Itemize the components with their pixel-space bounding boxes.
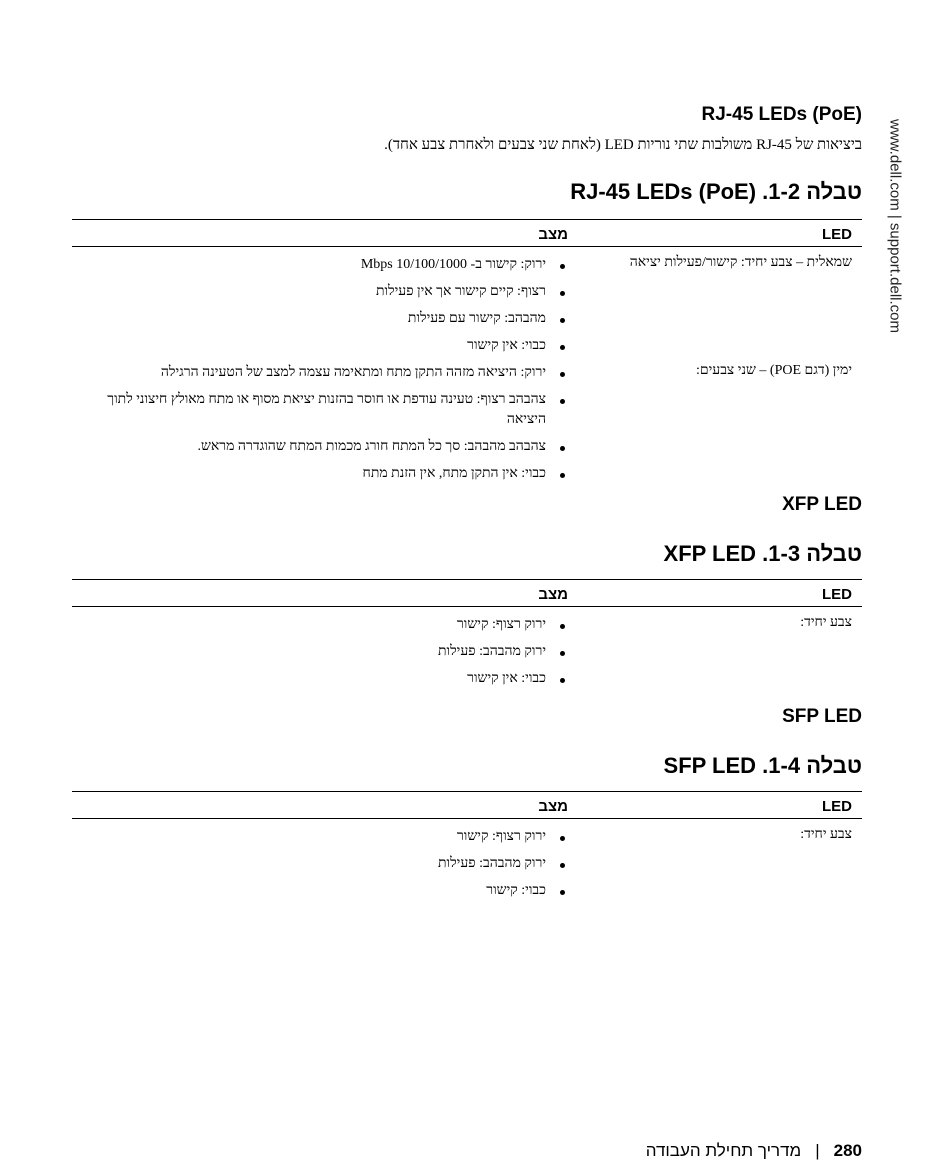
rj45-table-header [72, 219, 862, 247]
rj45-table-title: טבלה 1-2. RJ-45 LEDs (PoE) [570, 179, 862, 204]
list-item: כבוי: אין קישור [72, 669, 568, 689]
state-list [72, 615, 568, 689]
list-item: ירוק רצוף: קישור [72, 827, 568, 847]
table-row [72, 255, 862, 356]
rj45-intro: ביציאות של RJ-45 משולבות שתי נוריות LED (לאחת שני צבעים ולאחרת צבע אחד). [384, 137, 862, 153]
page-footer [646, 1141, 862, 1161]
list-item: כבוי: קישור [72, 881, 568, 901]
rj45-col-state: מצב [538, 226, 568, 243]
page-number: 280 [833, 1141, 862, 1160]
led-cell: ימין (דגם POE) – שני צבעים: [695, 363, 852, 378]
xfp-table [72, 579, 862, 696]
led-cell: צבע יחיד: [800, 827, 852, 842]
list-item: ירוק מהבהב: פעילות [72, 642, 568, 662]
state-list [72, 255, 568, 356]
xfp-table-header [72, 579, 862, 607]
list-item: כבוי: אין קישור [72, 336, 568, 356]
list-item: מהבהב: קישור עם פעילות [72, 309, 568, 329]
rj45-heading: RJ-45 LEDs (PoE) [701, 104, 862, 125]
table-row [72, 827, 862, 901]
xfp-col-led: LED [822, 586, 852, 603]
rj45-table [72, 219, 862, 491]
xfp-table-title: טבלה 1-3. XFP LED [663, 541, 862, 566]
footer-title: מדריך תחילת העבודה [645, 1141, 802, 1160]
xfp-heading: XFP LED [782, 494, 862, 515]
sfp-col-led: LED [822, 798, 852, 815]
sfp-col-state: מצב [538, 798, 568, 815]
table-row [72, 363, 862, 484]
sfp-heading: SFP LED [782, 706, 862, 727]
list-item: ירוק רצוף: קישור [72, 615, 568, 635]
list-item: ירוק: קישור ב- 10/100/1000 Mbps [72, 255, 568, 275]
state-list [72, 363, 568, 484]
list-item: צהבהב רצוף: טעינה עודפת או חוסר בהזנות יציאת מסוף או מתח מאולץ חיצוני לתוך היציאה [72, 390, 568, 430]
xfp-col-state: מצב [538, 586, 568, 603]
sfp-table [72, 791, 862, 908]
list-item: רצוף: קיים קישור אך אין פעילות [72, 282, 568, 302]
side-url-label: www.dell.com | support.dell.com [886, 119, 904, 333]
sfp-table-header [72, 791, 862, 819]
rj45-col-led: LED [822, 226, 852, 243]
list-item: ירוק מהבהב: פעילות [72, 854, 568, 874]
sfp-table-title: טבלה 1-4. SFP LED [663, 753, 862, 778]
table-row [72, 615, 862, 689]
list-item: ירוק: היציאה מזהה התקן מתח ומתאימה עצמה למצב של הטעינה הרגילה [72, 363, 568, 383]
list-item: צהבהב מהבהב: סך כל המתח חורג מכמות המתח שהוגדרה מראש. [72, 437, 568, 457]
footer-separator: | [815, 1141, 820, 1160]
side-url-text [875, 106, 915, 346]
state-list [72, 827, 568, 901]
led-cell: שמאלית – צבע יחיד: קישור/פעילות יציאה [629, 255, 852, 270]
list-item: כבוי: אין התקן מתח, אין הזנת מתח [72, 464, 568, 484]
led-cell: צבע יחיד: [800, 615, 852, 630]
